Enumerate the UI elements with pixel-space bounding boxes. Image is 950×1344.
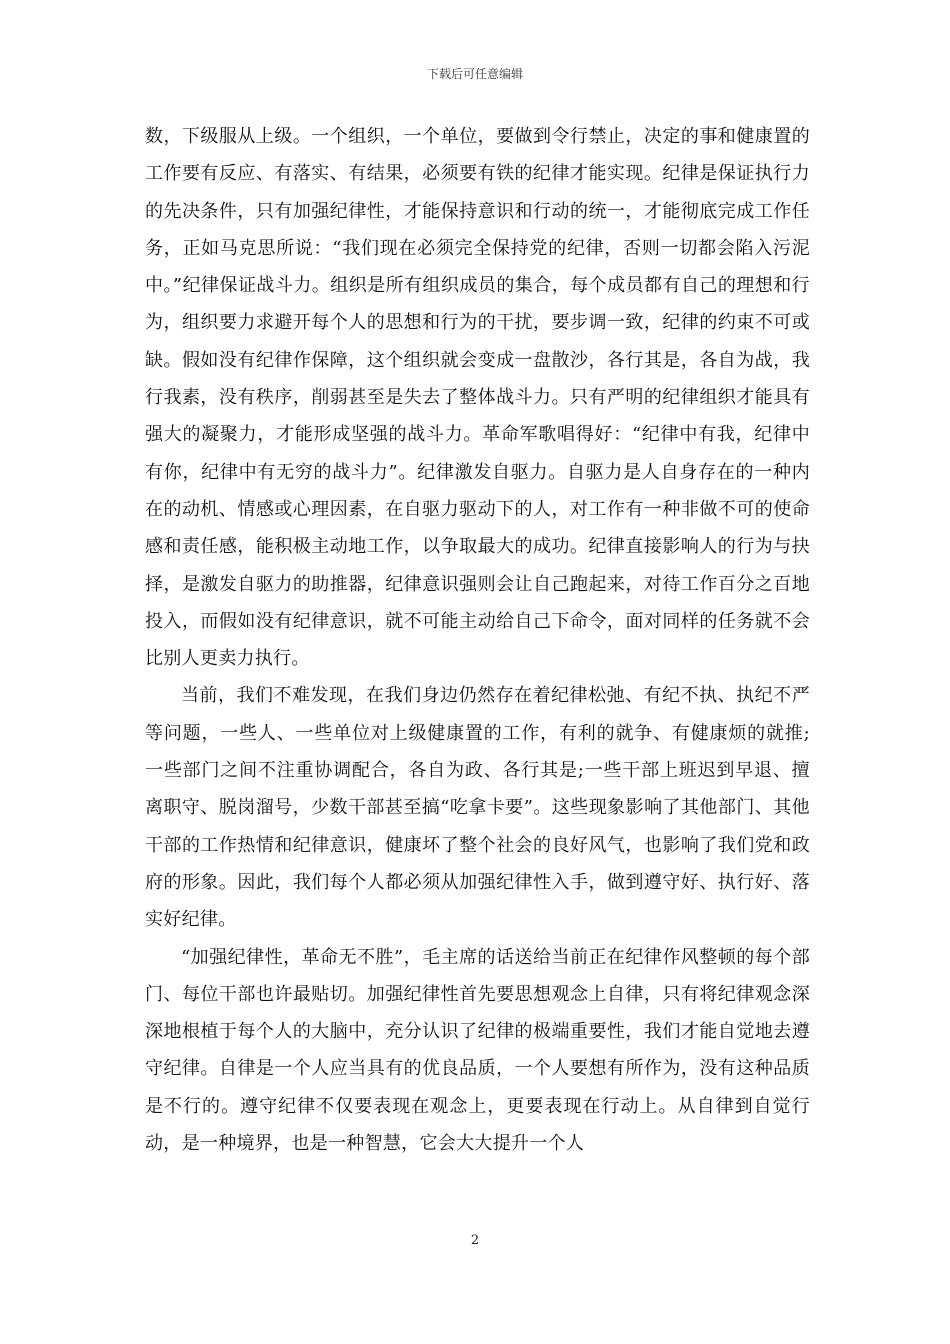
paragraph-continuation: 数，下级服从上级。一个组织，一个单位，要做到令行禁止，决定的事和健康置的工作要有反应、有落实、有结果，必须要有铁的纪律才能实现。纪律是保证执行力的先决条件，只有加强纪律性，才能保持意识和行动的统一，才能彻底完成工作任务，正如马克思所说：“我们现在必须完全保持党的纪律，否则一切都会陷入污泥中。”纪律保证战斗力。组织是所有组织成员的集合，每个成员都有自己的理想和行为，组织要力求避开每个人的思想和行为的干扰，要步调一致，纪律的约束不可或缺。假如没有纪律作保障，这个组织就会变成一盘散沙，各行其是，各自为战，我行我素，没有秩序，削弱甚至是失去了整体战斗力。只有严明的纪律组织才能具有强大的凝聚力，才能形成坚强的战斗力。革命军歌唱得好：“纪律中有我，纪律中有你，纪律中有无穷的战斗力”。纪律激发自驱力。自驱力是人自身存在的一种内在的动机、情感或心理因素，在自驱力驱动下的人，对工作有一种非做不可的使命感和责任感，能积极主动地工作，以争取最大的成功。纪律直接影响人的行为与抉择，是激发自驱力的助推器，纪律意识强则会让自己跑起来，对待工作百分之百地投入，而假如没有纪律意识，就不可能主动给自己下命令，面对同样的任务就不会比别人更卖力执行。 (145, 126, 810, 670)
paragraph-current-issues: 当前，我们不难发现，在我们身边仍然存在着纪律松弛、有纪不执、执纪不严等问题，一些人、一些单位对上级健康置的工作，有利的就争、有健康烦的就推;一些部门之间不注重协调配合，各自为政、各行其是;一些干部上班迟到早退、擅离职守、脱岗溜号，少数干部甚至搞“吃拿卡要”。这些现象影响了其他部门、其他干部的工作热情和纪律意识，健康坏了整个社会的良好风气，也影响了我们党和政府的形象。因此，我们每个人都必须从加强纪律性入手，做到遵守好、执行好、落实好纪律。 (145, 685, 810, 931)
paragraph-strengthen-discipline: “加强纪律性，革命无不胜”，毛主席的话送给当前正在纪律作风整顿的每个部门、每位干部也许最贴切。加强纪律性首先要思想观念上自律，只有将纪律观念深深地根植于每个人的大脑中，充分认识了纪律的极端重要性，我们才能自觉地去遵守纪律。自律是一个人应当具有的优良品质，一个人要想有所作为，没有这种品质是不行的。遵守纪律不仅要表现在观念上，更要表现在行动上。从自律到自觉行动，是一种境界，也是一种智慧，它会大大提升一个人 (145, 946, 810, 1155)
page-number: 2 (470, 1233, 480, 1248)
document-body (145, 118, 810, 1162)
page-header: 下载后可任意编辑 (426, 67, 523, 81)
